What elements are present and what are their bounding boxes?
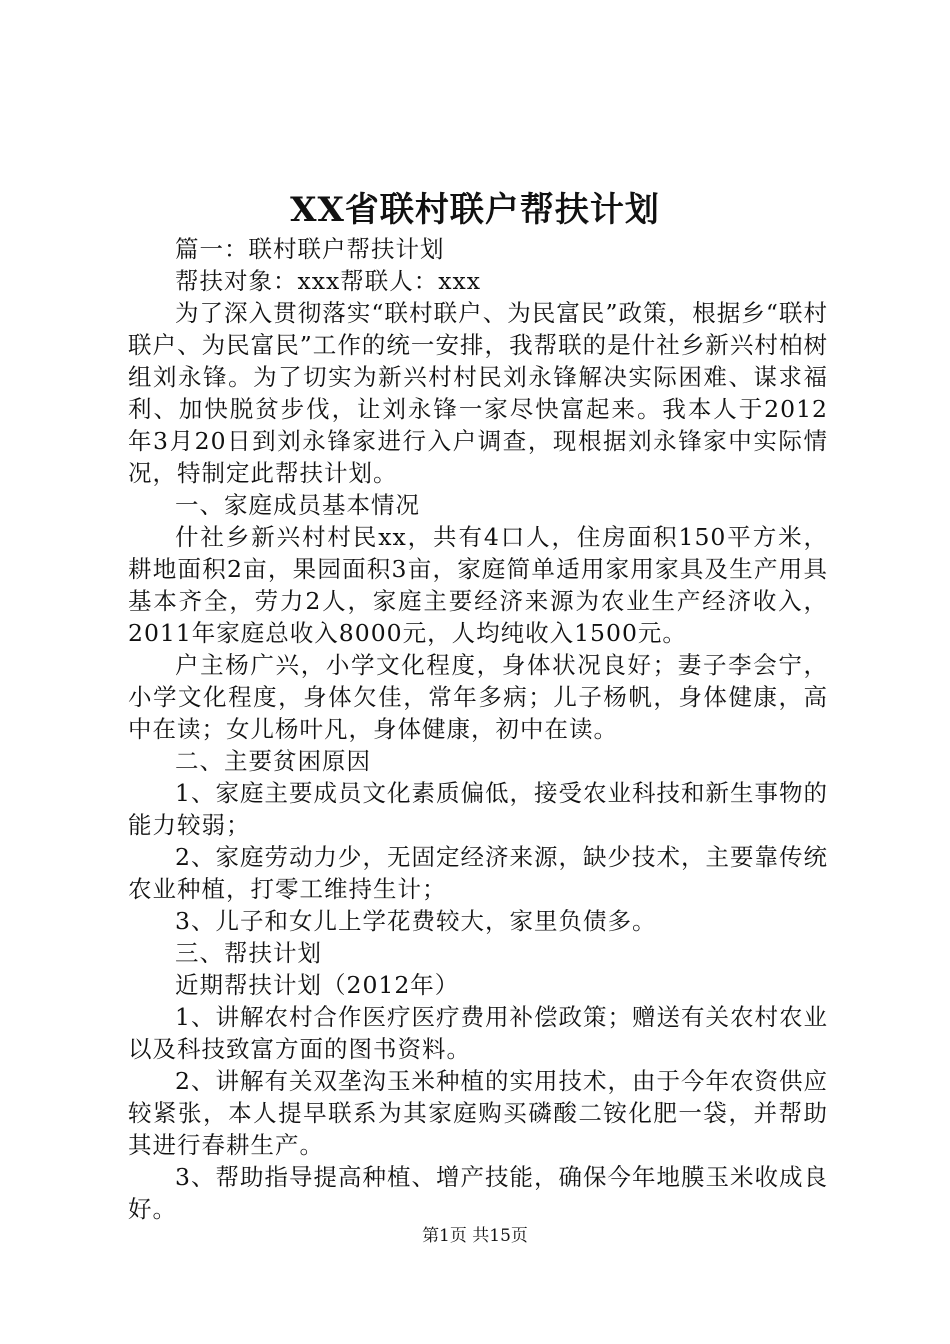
paragraph-family-overview: 什社乡新兴村村民xx，共有4口人，住房面积150平方米，耕地面积2亩，果园面积3亩，家庭简单适用家用家具及生产用具基本齐全，劳力2人，家庭主要经济来源为农业生产经济收入，2011年家庭总收入8000元，人均纯收入1500元。 bbox=[128, 523, 828, 647]
heading-poverty-causes: 二、主要贫困原因 bbox=[175, 747, 371, 775]
paragraph-plan-3: 3、帮助指导提高种植、增产技能，确保今年地膜玉米收成良好。 bbox=[128, 1163, 828, 1223]
paragraph-plan-2: 2、讲解有关双垄沟玉米种植的实用技术，由于今年农资供应较紧张，本人提早联系为其家庭购买磷酸二铵化肥一袋，并帮助其进行春耕生产。 bbox=[128, 1067, 828, 1159]
paragraph-cause-3: 3、儿子和女儿上学花费较大，家里负债多。 bbox=[175, 907, 657, 935]
document-body bbox=[128, 233, 828, 1225]
paragraph-family-members: 户主杨广兴，小学文化程度，身体状况良好；妻子李会宁，小学文化程度，身体欠佳，常年多病；儿子杨帆，身体健康，高中在读；女儿杨叶凡，身体健康，初中在读。 bbox=[128, 651, 828, 743]
heading-short-term-plan: 近期帮扶计划（2012年） bbox=[175, 971, 460, 999]
page-footer: 第1页 共15页 bbox=[422, 1226, 528, 1246]
heading-family-members: 一、家庭成员基本情况 bbox=[175, 491, 420, 519]
heading-assistance-plan: 三、帮扶计划 bbox=[175, 939, 322, 967]
paragraph-introduction: 为了深入贯彻落实“联村联户、为民富民”政策，根据乡“联村联户、为民富民”工作的统一安排，我帮联的是什社乡新兴村柏树组刘永锋。为了切实为新兴村村民刘永锋解决实际困难、谋求福利、加快脱贫步伐，让刘永锋一家尽快富起来。我本人于2012年3月20日到刘永锋家进行入户调查，现根据刘永锋家中实际情况，特制定此帮扶计划。 bbox=[128, 299, 828, 487]
paragraph-plan-1: 1、讲解农村合作医疗医疗费用补偿政策；赠送有关农村农业以及科技致富方面的图书资料。 bbox=[128, 1003, 828, 1063]
paragraph-cause-1: 1、家庭主要成员文化素质偏低，接受农业科技和新生事物的能力较弱； bbox=[128, 779, 828, 839]
document-title: XX省联村联户帮扶计划 bbox=[290, 190, 660, 230]
paragraph-cause-2: 2、家庭劳动力少，无固定经济来源，缺少技术，主要靠传统农业种植，打零工维持生计； bbox=[128, 843, 828, 903]
paragraph-recipient-info: 帮扶对象：xxx帮联人：xxx bbox=[175, 267, 482, 295]
paragraph-section-heading: 篇一：联村联户帮扶计划 bbox=[175, 235, 445, 263]
